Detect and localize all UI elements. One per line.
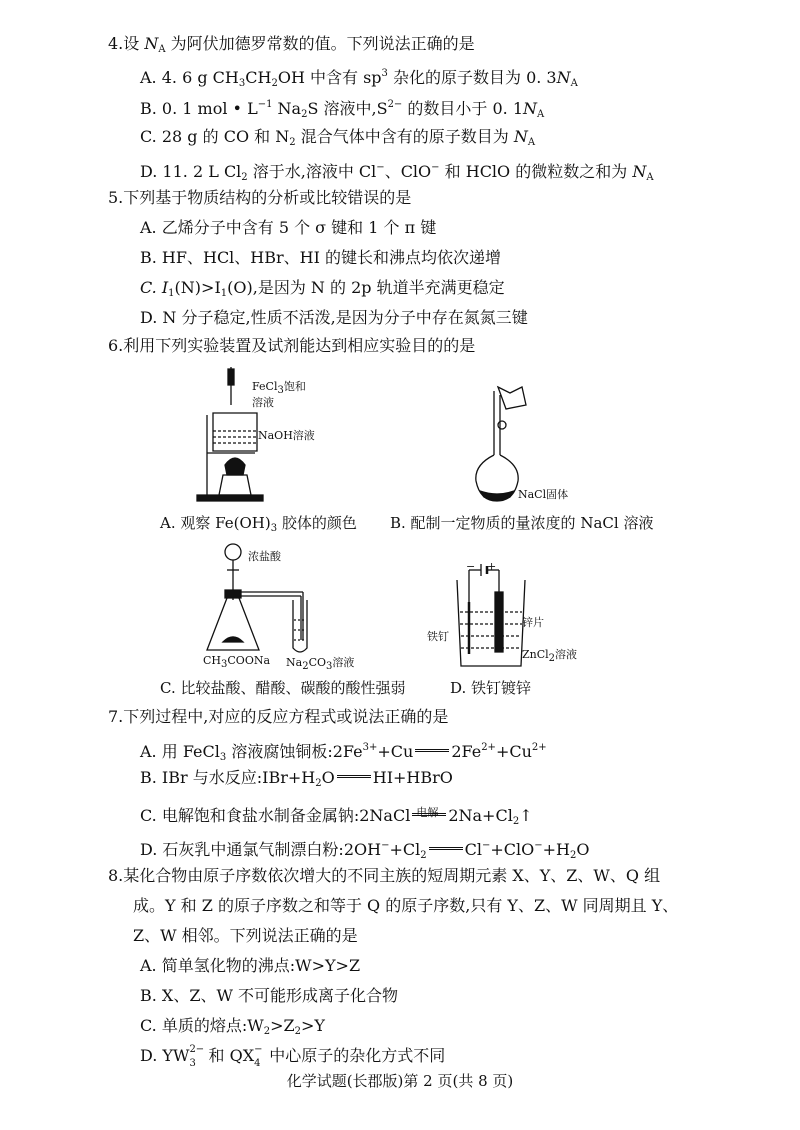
q5-stem: 5.下列基于物质结构的分析或比较错误的是 [108, 188, 412, 207]
figure-b-label-nacl: NaCl固体 [518, 488, 569, 501]
q8-stem-line-3: Z、W 相邻。下列说法正确的是 [133, 926, 358, 945]
q8-option-b: B. X、Z、W 不可能形成离子化合物 [140, 986, 398, 1005]
q8-option-c: C. 单质的熔点$:W_2>Z_2>Y$ [140, 1016, 325, 1037]
figure-d-plus: + [487, 560, 497, 573]
q4-option-a: A. 4. 6 g $CH_3CH_2OH$ 中含有 $sp^3$ 杂化的原子数目为 0. $3N_A$ [140, 68, 578, 89]
figure-d-label-zinc: 锌片 [522, 616, 544, 629]
q8-stem-line-2: 成。Y 和 Z 的原子序数之和等于 Q 的原子序数,只有 Y、Z、W 同周期且 Y、 [133, 896, 679, 915]
figure-a-label-solution: 溶液 [252, 396, 274, 409]
figure-c-label-ch3coona: CH3COONa [203, 654, 271, 670]
figure-c-label-hcl: 浓盐酸 [248, 550, 281, 563]
q8-option-d: D. YW 2− 3 和 QX − 4 中心原子的杂化方式不同 [140, 1044, 446, 1069]
q6-caption-a: A. 观察 $Fe(OH)_3$ 胶体的颜色 [160, 514, 357, 534]
q8-stem-line-1: 8.某化合物由原子序数依次增大的不同主族的短周期元素 X、Y、Z、W、Q 组 [108, 866, 661, 885]
q6-caption-c: C. 比较盐酸、醋酸、碳酸的酸性强弱 [160, 679, 406, 697]
figure-a-label-fecl3: FeCl3饱和 [252, 380, 306, 396]
q8-option-a: A. 简单氢化物的沸点:W>Y>Z [140, 956, 361, 975]
q5-option-a: A. 乙烯分子中含有 5 个 σ 键和 1 个 π 键 [140, 218, 437, 237]
q6-stem: 6.利用下列实验装置及试剂能达到相应实验目的的是 [108, 336, 476, 355]
q6-caption-b: B. 配制一定物质的量浓度的 NaCl 溶液 [390, 514, 654, 532]
figure-d-label-iron-nail: 铁钉 [427, 630, 449, 643]
figure-d-label-zncl2: ZnCl2溶液 [522, 648, 578, 664]
q5-option-d: D. N 分子稳定,性质不活泼,是因为分子中存在氮氮三键 [140, 308, 528, 327]
page-footer: 化学试题(长郡版)第 2 页(共 8 页) [286, 1072, 514, 1090]
figure-c-label-na2co3: Na2CO3溶液 [286, 656, 355, 672]
q7-option-c: C. 电解饱和食盐水制备金属钠:2NaCl 电解 $2Na+Cl_2↑$ [140, 806, 533, 827]
q5-option-b: B. HF、HCl、HBr、HI 的键长和沸点均依次递增 [140, 248, 502, 267]
q4-option-b: B. 0. 1 mol • $L^{-1}$ $Na_2S$ 溶液中$,S^{2-}$ 的数目小于 0. $1N_A$ [140, 99, 545, 120]
q4-stem: 4.设 $N_A$ 为阿伏加德罗常数的值。下列说法正确的是 [108, 34, 475, 55]
figure-a-label-naoh: NaOH溶液 [258, 429, 315, 442]
q7-option-a: A. 用 FeCl$_3$ 溶液腐蚀铜板$:2Fe^{3+}+Cu$ $2Fe^{2+}+Cu^{2+}$ [140, 742, 547, 763]
q4-option-c: C. 28 g 的 CO 和 $N_2$ 混合气体中含有的原子数目为 $N_A$ [140, 127, 536, 148]
q4-option-d: D. 11. 2 L $Cl_2$ 溶于水,溶液中 Cl−、ClO− 和 HClO 的微粒数之和为 $N_A$ [140, 162, 654, 183]
q6-caption-d: D. 铁钉镀锌 [450, 679, 532, 697]
q7-option-b: B. IBr 与水反应$:IBr+H_2O$ HI+HBrO [140, 768, 453, 789]
q5-option-c: C. $I_1(N)>I_1(O)$,是因为 N 的 2p 轨道半充满更稳定 [140, 278, 505, 299]
q7-option-d: D. 石灰乳中通氯气制漂白粉$:2OH^-+Cl_2$ $Cl^-+ClO^-+H_2O$ [140, 840, 590, 861]
figure-d-minus: − [466, 560, 476, 573]
q7-stem: 7.下列过程中,对应的反应方程式或说法正确的是 [108, 707, 449, 726]
